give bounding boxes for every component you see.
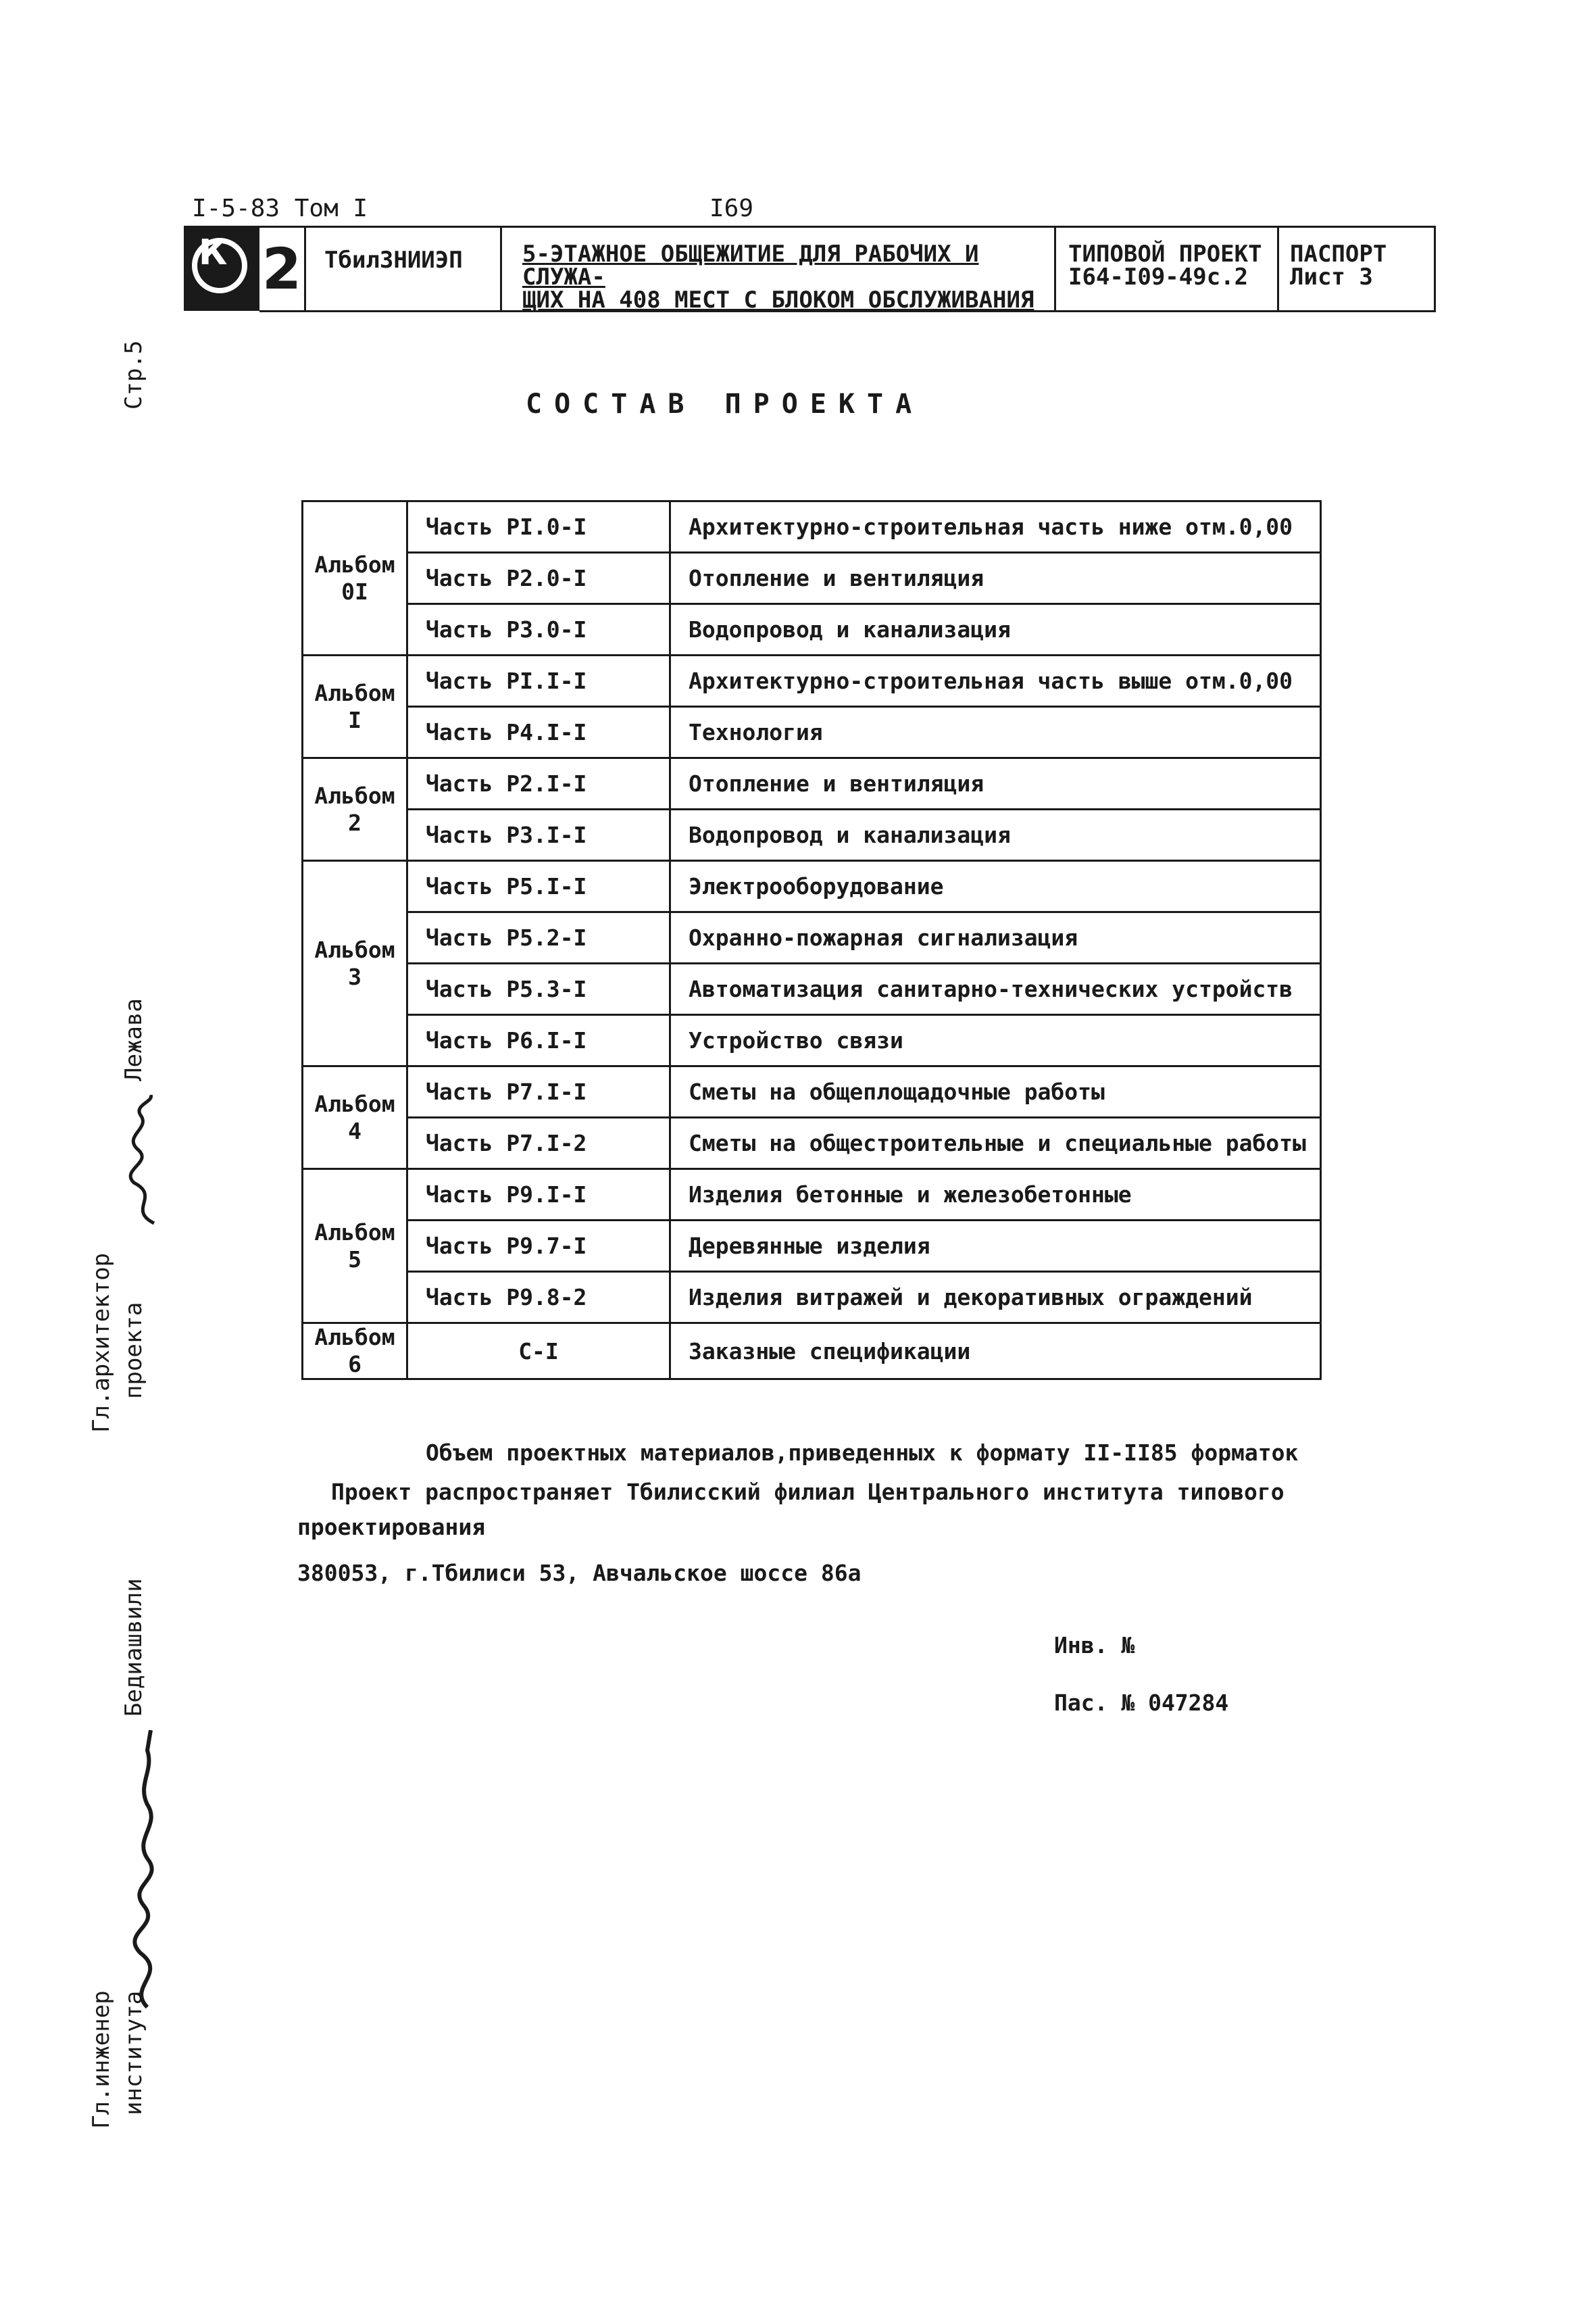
project-code-line1: ТИПОВОЙ ПРОЕКТ	[1068, 241, 1262, 268]
part-description: Технология	[670, 707, 1321, 758]
part-code: Часть Р5.2-I	[407, 912, 670, 964]
part-description: Водопровод и канализация	[670, 604, 1321, 656]
part-code: Часть РI.0-I	[407, 501, 670, 553]
album-label: Альбом	[314, 1218, 395, 1246]
engineer-label-line1: Гл.инженер	[88, 1990, 115, 2129]
album-number: 4	[348, 1117, 361, 1144]
part-description: Электрооборудование	[670, 861, 1321, 912]
passport-number: Пас. № 047284	[1054, 1690, 1229, 1716]
project-code	[1054, 228, 1277, 310]
part-code: Часть Р2.0-I	[407, 553, 670, 604]
table-row	[303, 810, 1321, 861]
architect-label-line2: проекта	[120, 1302, 147, 1399]
part-code: Часть Р4.I-I	[407, 707, 670, 758]
page-heading: СОСТАВ ПРОЕКТА	[526, 389, 924, 420]
part-description: Изделия витражей и декоративных ограждений	[670, 1272, 1321, 1323]
project-title-line2: ЩИХ НА 408 МЕСТ С БЛОКОМ ОБСЛУЖИВАНИЯ	[522, 287, 1034, 314]
part-description: Водопровод и канализация	[670, 810, 1321, 861]
part-description: Отопление и вентиляция	[670, 553, 1321, 604]
part-description: Изделия бетонные и железобетонные	[670, 1169, 1321, 1221]
part-code: Часть Р7.I-2	[407, 1118, 670, 1169]
passport-line2: Лист 3	[1290, 264, 1373, 291]
stamp-logo	[184, 226, 259, 311]
album-number: 2	[348, 809, 361, 836]
page-number: I69	[709, 195, 754, 222]
album-cell	[303, 1323, 407, 1379]
logo-letter: К	[199, 232, 228, 273]
page-label: Стр.5	[120, 340, 147, 410]
part-code: Часть РI.I-I	[407, 656, 670, 707]
album-label: Альбом	[314, 782, 395, 809]
engineer-label-line2: института	[120, 1990, 147, 2115]
project-code-line2: I64-I09-49с.2	[1068, 264, 1249, 291]
part-code: Часть Р9.I-I	[407, 1169, 670, 1221]
part-code: Часть Р9.7-I	[407, 1221, 670, 1272]
part-description: Охранно-пожарная сигнализация	[670, 912, 1321, 964]
address: 380053, г.Тбилиси 53, Авчальское шоссе 86а	[297, 1560, 862, 1586]
engineer-name: Бедиашвили	[120, 1578, 147, 1717]
distributor-line2: проектирования	[297, 1514, 486, 1540]
part-description: Деревянные изделия	[670, 1221, 1321, 1272]
part-description: Устройство связи	[670, 1015, 1321, 1066]
part-description: Сметы на общестроительные и специальные работы	[670, 1118, 1321, 1169]
album-cell	[303, 1066, 407, 1169]
part-code: Часть Р7.I-I	[407, 1066, 670, 1118]
volume-note: Объем проектных материалов,приведенных к формату II-II85 форматок	[426, 1439, 1299, 1466]
architect-label-line1: Гл.архитектор	[88, 1252, 115, 1433]
table-row	[303, 1169, 1321, 1221]
inventory-number: Инв. №	[1054, 1632, 1135, 1658]
title-block	[184, 226, 1437, 314]
album-label: Альбом	[314, 1324, 395, 1350]
architect-name: Лежава	[120, 998, 147, 1081]
album-number: I	[348, 706, 361, 733]
part-code: С-I	[407, 1323, 670, 1379]
album-number: 3	[348, 963, 361, 990]
passport-sheet	[1277, 228, 1434, 310]
project-title	[500, 228, 1054, 314]
part-description: Архитектурно-строительная часть выше отм.0,00	[670, 656, 1321, 707]
table-row	[303, 553, 1321, 604]
part-description: Отопление и вентиляция	[670, 758, 1321, 810]
architect-signature	[114, 1095, 174, 1230]
table-row	[303, 501, 1321, 553]
album-label: Альбом	[314, 551, 395, 578]
album-cell	[303, 1169, 407, 1323]
album-cell	[303, 758, 407, 861]
series-label: I-5-83 Том I	[192, 195, 368, 222]
part-code: Часть Р6.I-I	[407, 1015, 670, 1066]
logo-number: 2	[259, 226, 306, 312]
table-row	[303, 604, 1321, 656]
table-row	[303, 861, 1321, 912]
table-row	[303, 758, 1321, 810]
album-cell	[303, 861, 407, 1066]
table-row	[303, 1015, 1321, 1066]
part-code: Часть Р3.I-I	[407, 810, 670, 861]
part-code: Часть Р2.I-I	[407, 758, 670, 810]
contents-table	[301, 500, 1322, 1380]
part-description: Автоматизация санитарно-технических устройств	[670, 964, 1321, 1015]
part-code: Часть Р5.I-I	[407, 861, 670, 912]
organization: ТбилЗНИИЭП	[324, 247, 463, 274]
table-row	[303, 964, 1321, 1015]
part-code: Часть Р3.0-I	[407, 604, 670, 656]
distributor-line1: Проект распространяет Тбилисский филиал Центрального института типового	[331, 1479, 1285, 1505]
table-row	[303, 707, 1321, 758]
album-label: Альбом	[314, 936, 395, 963]
part-description: Сметы на общеплощадочные работы	[670, 1066, 1321, 1118]
table-row	[303, 1066, 1321, 1118]
album-number: 5	[348, 1246, 361, 1273]
part-code: Часть Р9.8-2	[407, 1272, 670, 1323]
album-cell	[303, 501, 407, 656]
album-label: Альбом	[314, 1090, 395, 1117]
table-row	[303, 1221, 1321, 1272]
table-row	[303, 656, 1321, 707]
table-row	[303, 1272, 1321, 1323]
part-description: Архитектурно-строительная часть ниже отм.0,00	[670, 501, 1321, 553]
album-cell	[303, 656, 407, 758]
table-row	[303, 912, 1321, 964]
engineer-signature	[114, 1730, 181, 2014]
part-description: Заказные спецификации	[670, 1323, 1321, 1379]
album-number: 6	[348, 1351, 361, 1377]
passport-line1: ПАСПОРТ	[1290, 241, 1387, 268]
title-frame	[304, 226, 1436, 312]
part-code: Часть Р5.3-I	[407, 964, 670, 1015]
table-row	[303, 1118, 1321, 1169]
project-title-line1: 5-ЭТАЖНОЕ ОБЩЕЖИТИЕ ДЛЯ РАБОЧИХ И СЛУЖА-	[522, 241, 979, 291]
album-number: 0I	[341, 578, 368, 605]
album-label: Альбом	[314, 679, 395, 706]
table-row	[303, 1323, 1321, 1379]
